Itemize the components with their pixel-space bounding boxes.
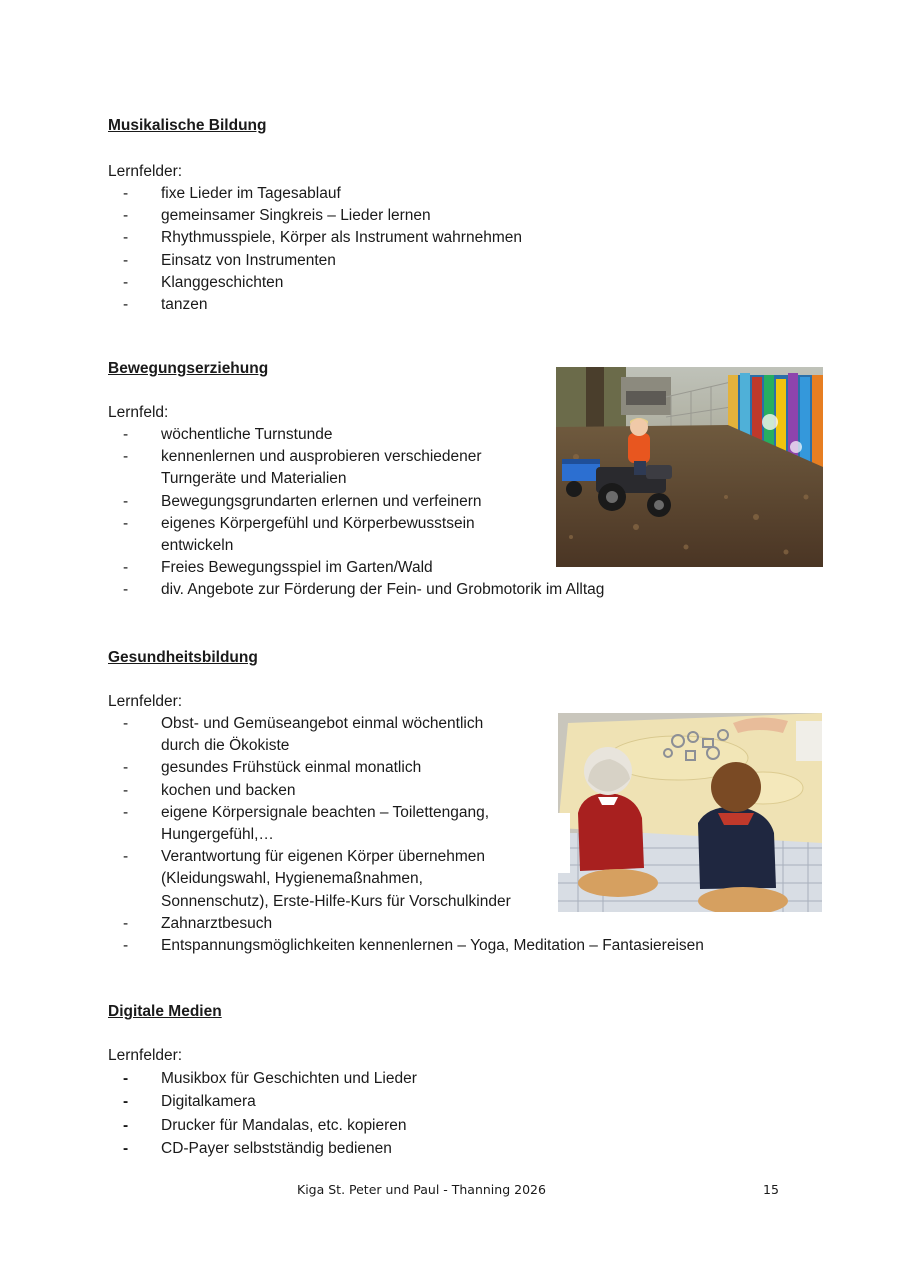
section-label: Lernfelder: — [108, 163, 183, 180]
list-item: - div. Angebote zur Förderung der Fein- und Grobmotorik im Alltag — [123, 581, 605, 599]
list-item: - Drucker für Mandalas, etc. kopieren — [123, 1116, 407, 1134]
section-digitale-medien — [108, 1002, 808, 1160]
list-item-continuation: (Kleidungswahl, Hygienemaßnahmen, — [161, 870, 423, 888]
list-item: - kennenlernen und ausprobieren verschiedener — [123, 448, 482, 466]
list-item: - Verantwortung für eigenen Körper übernehmen — [123, 848, 485, 866]
list-item-continuation: durch die Ökokiste — [161, 737, 290, 755]
list-item: - Obst- und Gemüseangebot einmal wöchentlich — [123, 715, 484, 732]
photo-child-on-toy-tractor — [556, 367, 823, 567]
list-item-continuation: Turngeräte und Materialien — [161, 470, 347, 488]
list-item: - wöchentliche Turnstunde — [123, 426, 333, 443]
section-label: Lernfelder: — [108, 1047, 183, 1064]
list-item: - eigenes Körpergefühl und Körperbewusstsein — [123, 514, 475, 532]
list-item: - CD-Payer selbstständig bedienen — [123, 1139, 392, 1157]
section-heading: Digitale Medien — [108, 1003, 222, 1020]
list-item: - eigene Körpersignale beachten – Toilettengang, — [123, 803, 490, 821]
photo-children-baking — [558, 713, 822, 912]
list-item: - Klanggeschichten — [123, 273, 284, 291]
list-item: - gemeinsamer Singkreis – Lieder lernen — [123, 207, 431, 225]
list-item-continuation: Sonnenschutz), Erste-Hilfe-Kurs für Vorschulkinder — [161, 892, 511, 910]
section-label: Lernfelder: — [108, 693, 183, 710]
list-item: - Musikbox für Geschichten und Lieder — [123, 1070, 417, 1087]
list-item: - tanzen — [123, 296, 208, 314]
item-list — [108, 183, 808, 316]
list-item: - Rhythmusspiele, Körper als Instrument wahrnehmen — [123, 229, 522, 247]
section-label: Lernfeld: — [108, 404, 169, 421]
page-number: 15 — [763, 1182, 779, 1197]
list-item: - Zahnarztbesuch — [123, 914, 273, 932]
footer-text: Kiga St. Peter und Paul - Thanning 2026 — [297, 1182, 546, 1197]
section-heading: Bewegungserziehung — [108, 360, 269, 377]
tractor-photo-illustration — [556, 367, 823, 567]
baking-photo-illustration — [558, 713, 822, 912]
list-item: - gesundes Frühstück einmal monatlich — [123, 759, 422, 777]
list-item-continuation: Hungergefühl,… — [161, 826, 274, 844]
list-item-continuation: entwickeln — [161, 537, 234, 555]
item-list — [108, 1067, 808, 1160]
section-heading: Gesundheitsbildung — [108, 649, 258, 666]
list-item: - Digitalkamera — [123, 1093, 256, 1111]
list-item: - Entspannungsmöglichkeiten kennenlernen – Yoga, Meditation – Fantasiereisen — [123, 937, 704, 955]
list-item: - Einsatz von Instrumenten — [123, 251, 336, 269]
list-item: - Bewegungsgrundarten erlernen und verfeinern — [123, 492, 482, 510]
section-musikalische-bildung — [108, 116, 808, 316]
list-item: - fixe Lieder im Tagesablauf — [123, 185, 341, 202]
section-heading: Musikalische Bildung — [108, 117, 267, 134]
page-footer — [0, 1182, 900, 1202]
list-item: - Freies Bewegungsspiel im Garten/Wald — [123, 559, 433, 577]
list-item: - kochen und backen — [123, 781, 296, 799]
